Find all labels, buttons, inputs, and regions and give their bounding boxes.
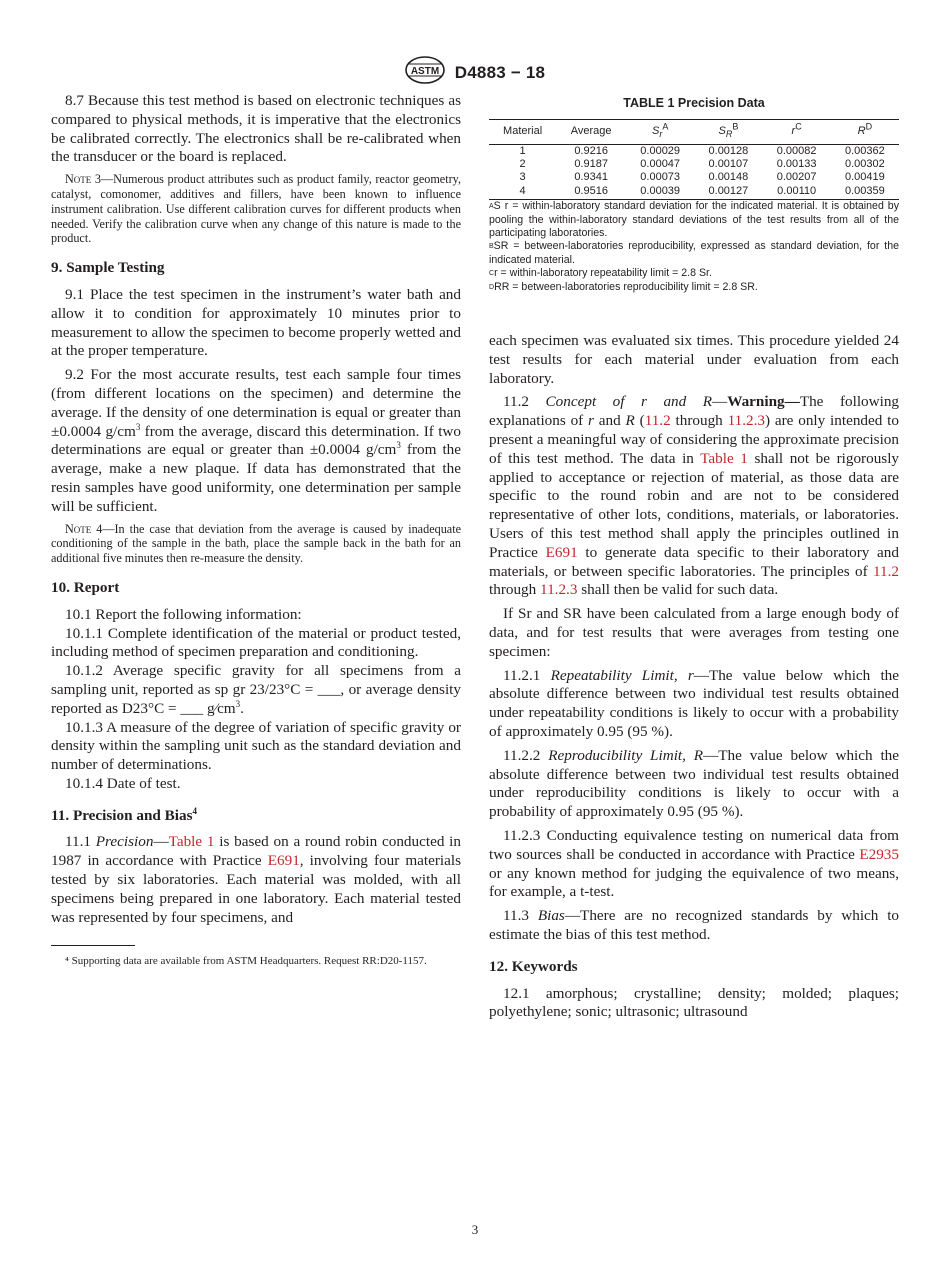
- col-header-sr: $S_r^A$: [626, 119, 694, 144]
- left-column: [51, 92, 461, 968]
- table-footnote-d: $^D$RR = between-laboratories reproducibility limit = 2.8 SR.: [489, 280, 758, 293]
- section-11-2-link[interactable]: 11.2: [872, 562, 899, 580]
- e691-link[interactable]: E691: [545, 543, 578, 561]
- section-11-2-2: 11.2.2 Reproducibility Limit, R—The value below which the absolute difference between two individual test results obtained under reproducibility conditions is likely to occur with a probability of approximately 0.95 (95 %).: [489, 746, 900, 821]
- section-10-1-4: 10.1.4 Date of test.: [65, 774, 181, 792]
- section-10-1-3: 10.1.3 A measure of the degree of variation of specific gravity or density within the sampling unit such as the standard deviation and number of determinations.: [51, 718, 461, 774]
- heading-report: 10. Report: [51, 578, 120, 596]
- col-header-material: Material: [489, 119, 556, 144]
- table-footnote-c: $^C$r = within-laboratory repeatability limit = 2.8 Sr.: [489, 267, 712, 280]
- table-footnote-a: $^A$S r = within-laboratory standard deviation for the indicated material. It is obtained by pooling the within-laboratory standard deviations of the test results from all of the participating laboratories.: [489, 200, 899, 240]
- heading-precision-bias: 11. Precision and Bias$^4$: [51, 805, 197, 824]
- table-row: 2 0.9187 0.00047 0.00107 0.00133 0.00302: [519, 158, 885, 170]
- table-row: 4 0.9516 0.00039 0.00127 0.00110 0.00359: [489, 185, 899, 200]
- section-11-2-3: 11.2.3 Conducting equivalence testing on numerical data from two sources shall be conducted in accordance with Practice E2935 or any known method for judging the equivalence of two means, for example, a t-test.: [489, 826, 899, 901]
- note-3: Note 3—Numerous product attributes such as product family, reactor geometry, catalyst, comonomer, additives and fillers, have been known to influence instrument calibration. Use different calibration curves for different products when needed. Verify the calibration curve when any change of this nature is made to the product.: [51, 172, 462, 246]
- section-11-2-1: 11.2.1 Repeatability Limit, r—The value below which the absolute difference between two individual test results obtained under repeatability conditions is likely to occur with a probability of approximately 0.95 (95 %).: [489, 666, 899, 740]
- table-1-link[interactable]: Table 1: [700, 449, 748, 467]
- table-row: 3 0.9341 0.00073 0.00148 0.00207 0.00419: [519, 171, 885, 184]
- col-header-R: $R^D$: [831, 119, 899, 144]
- section-11-2: 11.2 Concept of r and R—Warning—The following explanations of r and R (11.2 through 11.2.3) are only intended to present a meaningful way of considering the approximate precision of this test method. The data in Table 1 shall not be rigorously applied to acceptance or rejection of material, as those data are specific to the round robin and are not to be considered representative of other lots, conditions, materials, or laboratories. Users of this test method shall apply the principles outlined in Practice E691 to generate data specific to their laboratory and materials, or between specific laboratories. The principles of 11.2 through 11.2.3 shall then be valid for such data.: [489, 393, 900, 599]
- section-10-1-1: 10.1.1 Complete identification of the material or product tested, including method of specimen preparation and conditioning.: [51, 624, 461, 661]
- heading-sample-testing: 9. Sample Testing: [51, 259, 165, 277]
- table-footnote-b: $^B$SR = between-laboratories reproducibility, expressed as standard deviation, for the indicated material.: [489, 240, 899, 266]
- right-column: [489, 92, 899, 1022]
- note-4: Note 4—In the case that deviation from the average is caused by inadequate conditioning of the sample in the bath, place the sample back in the bath for an additional five minutes then re-measure the density.: [51, 521, 461, 566]
- section-8-7: 8.7 Because this test method is based on electronic techniques as compared to physical methods, it is imperative that the electronics be calibrated correctly. The electronics shall be re-calibrated when the transducer or the board is replaced.: [51, 92, 461, 166]
- section-9-2: 9.2 For the most accurate results, test each sample four times (from different locations on the specimen) and determine the average. If the density of one determination is equal or greater than ±0.0004 $g/cm^3$ from the average, discard this determination. If two determinations are equal or greater than ±0.0004 $g/cm^3$ from the average, make a new plaque. If data has demonstrated that the resin samples have good uniformity, one determination per sample will be sufficient.: [51, 366, 462, 515]
- document-designation: D4883 − 18: [454, 62, 546, 82]
- paragraph-if-sr-sR: If Sr and SR have been calculated from a large enough body of data, and for test results that were averages from testing one specimen:: [489, 605, 899, 660]
- heading-keywords: 12. Keywords: [489, 957, 578, 975]
- footnote-4: ⁴ Supporting data are available from ASTM Headquarters. Request RR:D20-1157.: [65, 955, 427, 968]
- page-header: [0, 56, 950, 89]
- section-11-2-link[interactable]: 11.2: [644, 412, 671, 430]
- col-header-average: Average: [556, 119, 626, 144]
- footnote-divider: [51, 945, 135, 946]
- section-11-3: 11.3 Bias—There are no recognized standards by which to estimate the bias of this test method.: [489, 907, 900, 943]
- astm-logo-icon: [405, 56, 445, 89]
- section-11-1-continued: each specimen was evaluated six times. This procedure yielded 24 test results for each material under evaluation from each laboratory.: [489, 332, 899, 387]
- svg-text:ASTM: ASTM: [410, 66, 439, 77]
- e2935-link[interactable]: E2935: [859, 845, 899, 863]
- section-10-1-2: 10.1.2 Average specific gravity for all specimens from a sampling unit, reported as sp gr 23/23°C = ___, or average density reported as D23°C = ___ $g⁄cm^3$.: [51, 662, 461, 717]
- section-11-1: 11.1 Precision—Table 1 is based on a round robin conducted in 1987 in accordance with Practice E691, involving four materials tested by six laboratories. Each material was molded, with all specimens being prepared in one laboratory. Each material tested was represented by four specimens, and: [51, 833, 461, 926]
- section-10-1: 10.1 Report the following information:: [65, 605, 302, 623]
- table-title: TABLE 1 Precision Data: [623, 96, 765, 110]
- page-number: 3: [471, 1222, 479, 1237]
- table-1-link[interactable]: Table 1: [168, 833, 215, 851]
- col-header-r: $r^C$: [763, 119, 831, 144]
- e691-link[interactable]: E691: [267, 852, 300, 870]
- section-9-1: 9.1 Place the test specimen in the instrument’s water bath and allow it to condition for approximately 10 minutes prior to measurement to allow the specimen to become properly wetted and at the proper temperature.: [51, 285, 461, 360]
- col-header-sR: $S_R^B$: [694, 119, 762, 144]
- table-row: 1 0.9216 0.00029 0.00128 0.00082 0.00362: [519, 144, 885, 157]
- section-11-2-3-link[interactable]: 11.2.3: [727, 412, 765, 430]
- precision-table: [489, 119, 899, 200]
- section-11-2-3-link[interactable]: 11.2.3: [540, 581, 578, 599]
- section-12-1: 12.1 amorphous; crystalline; density; molded; plaques; polyethylene; sonic; ultrasonic; ultrasound: [489, 984, 899, 1021]
